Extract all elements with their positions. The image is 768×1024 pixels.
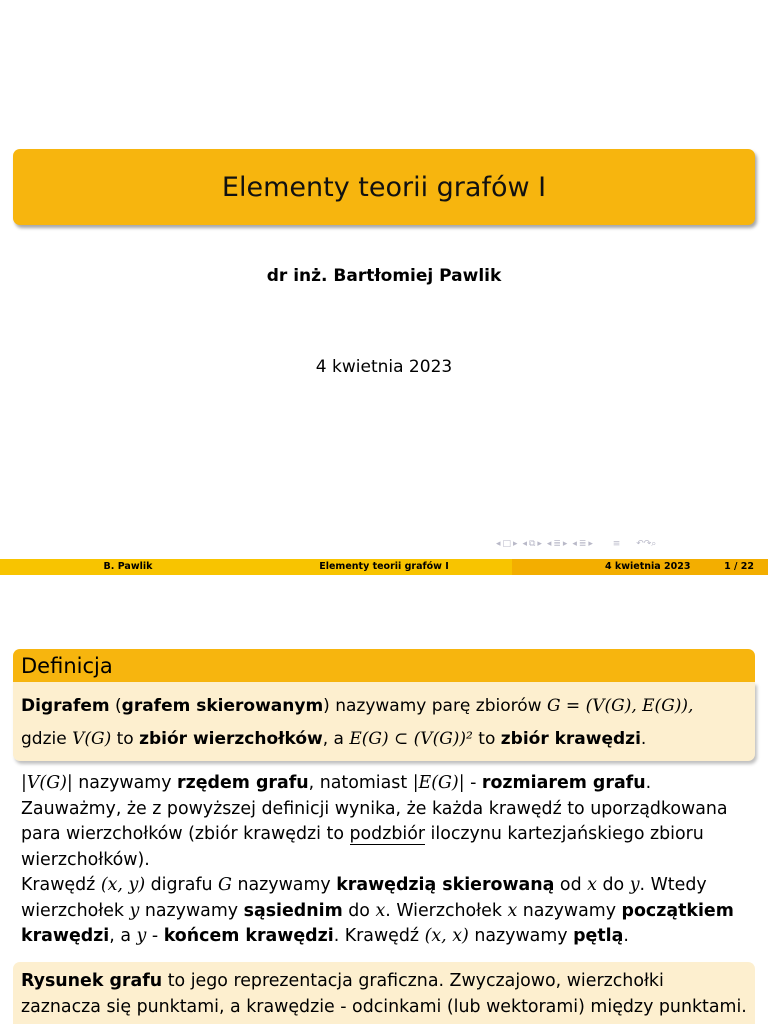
math-formula: |E(G)| — [412, 773, 465, 793]
term-digraf: Digrafem — [21, 696, 110, 716]
slide-title: Elementy teorii grafów I — [221, 171, 547, 203]
text: digrafu — [145, 875, 219, 895]
math-formula: G = (V(G), E(G)), — [546, 696, 694, 716]
term-vertex-set: zbiór wierzchołków — [139, 729, 323, 749]
math-formula: |V(G)| — [21, 773, 73, 793]
text: - — [146, 926, 164, 946]
footer-author: B. Pawlik — [0, 559, 256, 575]
math-formula: x — [507, 900, 518, 921]
text: do — [596, 875, 630, 895]
nav-prev-icon[interactable]: ◂ — [572, 539, 577, 549]
nav-frame-icon[interactable]: □ — [502, 539, 512, 549]
math-formula: (x, x) — [424, 926, 469, 946]
footer-date: 4 kwietnia 2023 — [605, 561, 691, 572]
nav-next-icon[interactable]: ▸ — [513, 539, 518, 549]
term-adjacent: sąsiednim — [243, 900, 343, 921]
footer-page: 1 / 22 — [724, 561, 754, 572]
nav-toc-icon[interactable]: ≣ — [578, 539, 587, 549]
text: . — [640, 729, 647, 749]
nav-section-icon[interactable]: ⧉ — [528, 539, 536, 549]
drawing-block — [13, 962, 755, 1024]
math-formula: x — [587, 875, 597, 895]
term-loop: pętlą — [573, 926, 624, 946]
text: nazywamy — [139, 900, 244, 921]
text: to jego reprezentacja graficzna. Zwyczajowo, wierzchołki zaznacza się punktami, a krawędzie - odcinkami (lub wektorami) między punktami. — [21, 971, 747, 1017]
term-graf-skierowany: grafem skierowanym — [121, 696, 324, 716]
underlined-term: podzbiór — [349, 824, 426, 844]
footer-date-page — [512, 559, 768, 575]
math-formula: G — [218, 875, 232, 895]
term-rzad: rzędem grafu — [177, 773, 309, 793]
text: . — [623, 926, 629, 946]
body-paragraph — [21, 771, 761, 950]
definition-block-title: Definicja — [13, 649, 755, 682]
text: ( — [109, 696, 122, 716]
term-edge-set: zbiór krawędzi — [500, 729, 641, 749]
nav-subsection-icon[interactable]: ≣ — [553, 539, 561, 549]
nav-next-icon[interactable]: ▸ — [588, 539, 593, 549]
date: 4 kwietnia 2023 — [315, 357, 453, 377]
nav-prev-icon[interactable]: ◂ — [496, 539, 501, 549]
text: Krawędź — [21, 875, 101, 895]
text: . Wtedy wierzchołek — [21, 875, 707, 921]
math-formula: y — [136, 926, 147, 946]
term-edge-start: początkiem krawędzi — [21, 900, 734, 946]
text: - — [464, 773, 482, 793]
nav-prev-icon[interactable]: ◂ — [546, 539, 552, 549]
math-formula: x — [375, 900, 386, 921]
text: do — [342, 900, 376, 921]
nav-search-icon[interactable]: ↶↷⌕ — [636, 539, 657, 549]
text: . Wierzchołek — [385, 900, 508, 921]
definition-slide — [0, 576, 768, 1024]
math-formula: V(G) — [72, 729, 112, 749]
math-formula: y — [629, 875, 640, 895]
text: iloczynu kartezjańskiego zbioru wierzchołków). — [21, 824, 704, 870]
slide-title-box — [13, 149, 755, 225]
footer-title: Elementy teorii grafów I — [256, 559, 512, 575]
text: Zauważmy, że z powyższej definicji wynika, że każda krawędź to uporządkowana para wierzchołków (zbiór krawędzi to — [21, 798, 728, 844]
beamer-nav-bar — [495, 539, 657, 553]
math-formula: E(G) ⊂ (V(G))² — [349, 729, 473, 749]
text: od — [554, 875, 588, 895]
nav-prev-icon[interactable]: ◂ — [522, 539, 527, 549]
text: nazywamy — [517, 900, 622, 921]
nav-align-icon[interactable]: ≡ — [612, 539, 621, 549]
author: dr inż. Bartłomiej Pawlik — [266, 266, 502, 286]
text: . — [645, 773, 652, 793]
footline — [0, 559, 768, 575]
text: . Krawędź — [333, 926, 425, 946]
definition-block-body — [13, 682, 755, 761]
term-rozmiar: rozmiarem grafu — [481, 773, 646, 793]
text: , a — [109, 926, 137, 946]
text: to — [111, 729, 140, 749]
nav-next-icon[interactable]: ▸ — [562, 539, 568, 549]
text: nazywamy — [231, 875, 337, 895]
text: nazywamy — [72, 773, 178, 793]
text: gdzie — [21, 729, 73, 749]
text: , a — [322, 729, 350, 749]
text: , natomiast — [308, 773, 413, 793]
text: to — [472, 729, 501, 749]
text: ) nazywamy parę zbiorów — [323, 696, 547, 716]
term-edge-end: końcem krawędzi — [163, 926, 334, 946]
nav-next-icon[interactable]: ▸ — [537, 539, 542, 549]
term-graph-drawing: Rysunek grafu — [21, 971, 163, 991]
math-formula: (x, y) — [100, 875, 146, 895]
text: nazywamy — [468, 926, 574, 946]
math-formula: y — [129, 900, 140, 921]
term-directed-edge: krawędzią skierowaną — [336, 875, 555, 895]
